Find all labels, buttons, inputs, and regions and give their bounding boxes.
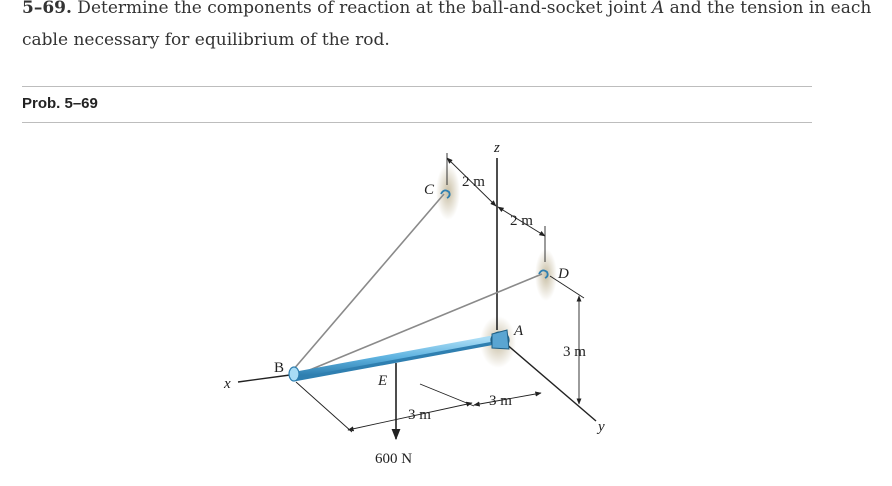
rod-end-b [289, 367, 299, 381]
x-axis [238, 375, 290, 382]
label-y: y [598, 419, 605, 435]
problem-text-part2: and the tension in each [664, 0, 872, 18]
problem-label: Prob. 5–69 [22, 95, 98, 112]
load-label: 600 N [375, 451, 413, 467]
label-a: A [514, 323, 524, 339]
label-c: C [424, 182, 435, 198]
problem-text-part1: Determine the components of reaction at the ball-and-socket joint [71, 0, 652, 18]
dim-b-ext [296, 382, 352, 432]
dim-label-cz: 2 m [462, 174, 485, 190]
cable-bc [293, 194, 444, 370]
label-z: z [494, 140, 500, 156]
dim-label-zd: 2 m [510, 213, 533, 229]
dim-label-d-vertical: 3 m [563, 344, 586, 360]
label-e: E [378, 373, 388, 389]
label-b: B [274, 360, 285, 376]
joint-letter: A [651, 0, 665, 18]
dim-label-left-span: 3 m [408, 407, 431, 423]
dim-mid-ext [420, 384, 474, 406]
label-x: x [224, 376, 231, 392]
problem-text-line2: cable necessary for equilibrium of the rod. [22, 30, 390, 50]
problem-number: 5–69. [22, 0, 72, 18]
rod-highlight [294, 339, 490, 375]
socket-cup-a [492, 330, 509, 349]
label-d: D [558, 266, 569, 282]
dim-label-right-span: 3 m [489, 393, 512, 409]
